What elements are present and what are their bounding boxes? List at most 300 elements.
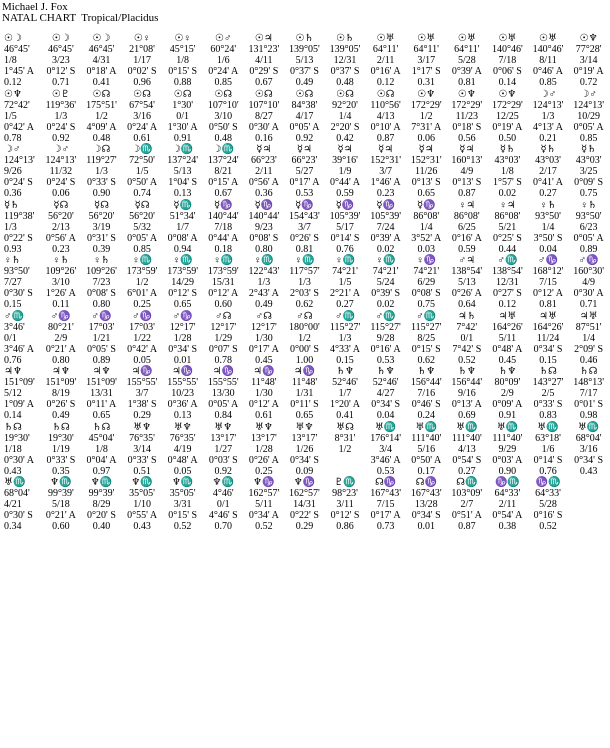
aspect-ratio: 10/29 xyxy=(577,110,600,122)
aspect-cell xyxy=(568,144,609,200)
aspect-pair: ☉♅ xyxy=(417,33,436,44)
aspect-ratio: 4/31 xyxy=(92,55,111,66)
aspect-angle: 99°39' xyxy=(47,488,74,499)
aspect-angle: 175°51' xyxy=(86,99,117,111)
aspect-score: 0.61 xyxy=(255,410,273,421)
aspect-score: 0.53 xyxy=(376,465,395,477)
aspect-pair: ♀♏ xyxy=(335,255,356,266)
aspect-ratio: 1/5 xyxy=(338,277,352,288)
aspect-angle: 152°31' xyxy=(370,155,402,166)
aspect-cell xyxy=(568,311,609,367)
aspect-score: 0.48 xyxy=(92,132,111,144)
aspect-angle: 148°13' xyxy=(573,377,605,388)
aspect-ratio: 6/25 xyxy=(457,221,476,233)
aspect-score: 0.53 xyxy=(295,188,314,199)
aspect-score: 0.64 xyxy=(458,299,476,310)
aspect-orb: 2°03' S xyxy=(290,288,319,299)
aspect-angle: 156°44' xyxy=(410,377,442,388)
aspect-orb: 0°54' S xyxy=(452,454,482,466)
aspect-ratio: 1/19 xyxy=(52,443,70,455)
aspect-orb: 1°45' A xyxy=(4,66,34,77)
aspect-cell xyxy=(41,200,82,256)
aspect-ratio: 6/29 xyxy=(417,277,436,288)
aspect-orb: 0°11' S xyxy=(290,399,319,410)
aspect-orb: 0°08' S xyxy=(249,232,279,244)
aspect-ratio: 7/18 xyxy=(214,221,233,233)
aspect-pair: ☿♑ xyxy=(335,199,355,211)
aspect-pair: ♂♃ xyxy=(458,255,476,266)
aspect-ratio: 1/30 xyxy=(254,388,273,399)
aspect-cell xyxy=(406,366,447,422)
aspect-score: 0.34 xyxy=(4,521,22,532)
aspect-ratio: 11/23 xyxy=(455,110,479,122)
aspect-ratio: 1/3 xyxy=(4,221,17,233)
aspect-cell xyxy=(284,477,325,533)
aspect-cell xyxy=(122,477,163,533)
aspect-cell xyxy=(528,422,569,478)
aspect-angle: 156°44' xyxy=(451,377,483,388)
aspect-cell xyxy=(365,200,406,256)
aspect-orb: 0°12' A xyxy=(533,288,563,299)
aspect-orb: 0°50' A xyxy=(411,454,442,466)
aspect-pair: ☊♑ xyxy=(415,477,437,488)
aspect-ratio: 5/27 xyxy=(295,166,314,177)
aspect-cell xyxy=(41,422,82,478)
aspect-ratio: 9/29 xyxy=(498,443,517,455)
aspect-ratio: 2/13 xyxy=(52,221,70,233)
aspect-score: 0.81 xyxy=(458,77,476,88)
aspect-score: 0.41 xyxy=(336,410,354,421)
aspect-cell xyxy=(365,144,406,200)
aspect-score: 0.42 xyxy=(336,132,354,144)
aspect-angle: 162°57' xyxy=(289,488,320,499)
aspect-score: 0.27 xyxy=(539,188,557,199)
aspect-score: 0.90 xyxy=(92,188,111,199)
aspect-pair: ☉♆ xyxy=(457,88,476,100)
aspect-score: 0.75 xyxy=(579,188,598,199)
aspect-orb: 0°30' A xyxy=(573,288,604,299)
aspect-cell xyxy=(568,89,609,145)
aspect-angle: 164°26' xyxy=(532,321,564,333)
aspect-orb: 0°48' A xyxy=(492,343,523,355)
aspect-pair: ♀♏ xyxy=(375,255,396,266)
aspect-cell xyxy=(81,366,122,422)
aspect-cell xyxy=(284,200,325,256)
aspect-score: 0.49 xyxy=(52,410,70,421)
aspect-pair: ☿♃ xyxy=(418,144,434,155)
aspect-pair: ☉☽ xyxy=(51,33,70,44)
aspect-pair: ☿☊ xyxy=(93,199,109,211)
aspect-pair: ♃♑ xyxy=(212,366,234,377)
aspect-cell xyxy=(81,255,122,311)
aspect-orb: 2°09' S xyxy=(574,343,604,355)
aspect-pair: ♃♑ xyxy=(293,366,316,377)
aspect-score: 0.48 xyxy=(336,77,354,88)
aspect-orb: 4°46' S xyxy=(208,510,238,521)
aspect-orb: 0°39' A xyxy=(370,232,401,244)
aspect-score: 0.75 xyxy=(417,299,435,310)
aspect-cell xyxy=(325,422,366,478)
aspect-cell xyxy=(365,477,406,533)
aspect-orb: 1°26' A xyxy=(45,288,76,299)
aspect-pair: ☉♀ xyxy=(174,33,191,44)
aspect-ratio: 2/9 xyxy=(54,332,68,344)
aspect-orb: 0°44' A xyxy=(330,177,361,188)
aspect-score: 0.92 xyxy=(214,465,233,477)
aspect-cell xyxy=(244,422,285,478)
aspect-score: 0.02 xyxy=(376,299,395,310)
aspect-score: 0.91 xyxy=(173,132,192,144)
aspect-cell xyxy=(487,89,528,145)
aspect-angle: 143°27' xyxy=(532,377,564,388)
aspect-ratio: 1/8 xyxy=(501,166,514,177)
aspect-pair: ♅♏ xyxy=(496,421,519,433)
aspect-ratio: 11/24 xyxy=(536,332,560,344)
aspect-cell xyxy=(284,255,325,311)
aspect-ratio: 1/4 xyxy=(582,332,595,344)
aspect-score: 0.16 xyxy=(255,132,273,144)
aspect-pair: ♄☊ xyxy=(4,421,22,433)
aspect-orb: 0°31' S xyxy=(87,232,116,244)
aspect-cell xyxy=(528,366,569,422)
aspect-angle: 140°46' xyxy=(492,44,523,55)
aspect-cell xyxy=(81,33,122,89)
aspect-pair: ♄☊ xyxy=(579,366,598,377)
aspect-ratio: 12/25 xyxy=(496,110,519,122)
aspect-score: 0.89 xyxy=(92,354,111,366)
aspect-ratio: 4/9 xyxy=(460,166,474,177)
aspect-pair: ☿♃ xyxy=(459,144,475,155)
aspect-score: 0.91 xyxy=(498,410,517,421)
aspect-score: 0.85 xyxy=(214,77,233,88)
aspect-cell xyxy=(284,144,325,200)
aspect-ratio: 0/1 xyxy=(216,499,230,510)
aspect-ratio: 1/7 xyxy=(176,221,190,233)
aspect-score: 0.21 xyxy=(539,132,557,144)
aspect-ratio: 2/5 xyxy=(541,388,555,399)
aspect-ratio: 3/19 xyxy=(92,221,111,233)
aspect-angle: 115°27' xyxy=(411,321,442,333)
aspect-orb: 1°46' A xyxy=(370,177,401,188)
aspect-angle: 173°59' xyxy=(126,266,158,277)
aspect-orb: 0°33' S xyxy=(46,454,76,466)
aspect-pair: ♂♑ xyxy=(578,255,599,266)
aspect-score: 0.52 xyxy=(255,521,273,532)
aspect-ratio: 3/23 xyxy=(52,55,70,66)
aspect-pair: ☿♄ xyxy=(4,199,20,211)
aspect-cell xyxy=(162,89,203,145)
aspect-cell xyxy=(122,366,163,422)
aspect-score: 0.12 xyxy=(4,77,22,88)
aspect-ratio: 5/24 xyxy=(376,277,395,288)
aspect-score: 0.73 xyxy=(376,521,395,532)
aspect-orb: 0°17' A xyxy=(370,510,401,521)
aspect-angle: 155°55' xyxy=(207,377,239,388)
aspect-angle: 64°33' xyxy=(535,488,561,499)
aspect-angle: 93°50' xyxy=(575,210,602,222)
aspect-cell xyxy=(81,477,122,533)
aspect-pair: ♃♑ xyxy=(131,366,153,377)
aspect-ratio: 1/3 xyxy=(541,110,555,122)
aspect-pair: ☽♏ xyxy=(171,144,194,155)
aspect-orb: 0°26' A xyxy=(248,454,279,466)
aspect-cell xyxy=(487,422,528,478)
aspect-pair: ♃♑ xyxy=(253,366,275,377)
aspect-ratio: 1/28 xyxy=(254,443,273,455)
aspect-pair: ♃♅ xyxy=(498,310,517,322)
aspect-cell xyxy=(0,255,41,311)
aspect-pair: ☊♏ xyxy=(456,477,478,488)
aspect-ratio: 5/11 xyxy=(255,499,273,510)
aspect-angle: 56°20' xyxy=(129,210,155,222)
aspect-angle: 4°46' xyxy=(212,488,234,499)
aspect-pair: ☽☊ xyxy=(92,144,111,155)
aspect-ratio: 2/11 xyxy=(498,499,517,510)
aspect-pair: ☿♑ xyxy=(295,199,314,211)
aspect-ratio: 1/31 xyxy=(295,388,314,399)
aspect-orb: 0°29' S xyxy=(249,66,279,77)
aspect-cell xyxy=(325,144,366,200)
aspect-score: 0.25 xyxy=(255,465,273,477)
aspect-ratio: 4/27 xyxy=(376,388,395,399)
aspect-score: 0.76 xyxy=(4,354,22,366)
aspect-ratio: 2/11 xyxy=(376,55,395,66)
aspect-angle: 12°17' xyxy=(169,321,196,333)
aspect-score: 0.05 xyxy=(173,465,192,477)
aspect-orb: 0°34' S xyxy=(168,343,198,355)
aspect-pair: ♃♆ xyxy=(4,366,22,377)
aspect-angle: 76°35' xyxy=(129,432,155,444)
aspect-orb: 0°46' S xyxy=(411,399,441,410)
aspect-ratio: 9/23 xyxy=(254,221,273,233)
aspect-cell xyxy=(203,255,244,311)
aspect-pair: ♅♆ xyxy=(214,421,233,433)
aspect-angle: 56°20' xyxy=(88,210,115,222)
aspect-cell xyxy=(122,311,163,367)
aspect-cell xyxy=(447,255,488,311)
aspect-orb: 0°54' A xyxy=(492,510,523,521)
aspect-score: 1.00 xyxy=(295,354,314,366)
aspect-orb: 4°13' A xyxy=(533,121,563,133)
aspect-angle: 140°44' xyxy=(207,210,239,222)
aspect-ratio: 1/6 xyxy=(216,55,230,66)
aspect-angle: 74°21' xyxy=(332,266,358,277)
aspect-angle: 155°55' xyxy=(126,377,158,388)
aspect-ratio: 13/30 xyxy=(211,388,235,399)
aspect-ratio: 0/1 xyxy=(460,332,474,344)
aspect-cell xyxy=(244,89,285,145)
aspect-orb: 0°30' A xyxy=(248,121,279,133)
aspect-angle: 138°54' xyxy=(451,266,483,277)
aspect-score: 0.89 xyxy=(579,243,598,255)
aspect-score: 0.23 xyxy=(52,243,70,255)
aspect-ratio: 3/17 xyxy=(417,55,436,66)
aspect-cell xyxy=(325,89,366,145)
aspect-grid xyxy=(0,33,610,533)
aspect-angle: 99°39' xyxy=(88,488,115,499)
aspect-ratio: 1/2 xyxy=(298,332,311,344)
aspect-orb: 1°20' A xyxy=(330,399,361,410)
aspect-cell xyxy=(406,144,447,200)
chart-type: NATAL CHART Tropical/Placidus xyxy=(2,12,159,24)
aspect-pair: ☽♂ xyxy=(52,144,70,155)
aspect-angle: 19°30' xyxy=(4,432,30,444)
aspect-pair: ☉☽ xyxy=(92,33,111,44)
aspect-pair: ☉☊ xyxy=(254,88,273,100)
aspect-orb: 1°17' S xyxy=(411,66,441,77)
aspect-angle: 64°33' xyxy=(494,488,521,499)
aspect-angle: 162°57' xyxy=(248,488,280,499)
aspect-angle: 46°45' xyxy=(4,44,30,55)
aspect-pair: ☿♑ xyxy=(254,199,274,211)
aspect-score: 0.92 xyxy=(295,132,314,144)
aspect-ratio: 1/4 xyxy=(541,221,555,233)
aspect-cell xyxy=(0,33,41,89)
aspect-ratio: 1/4 xyxy=(338,110,352,122)
aspect-pair: ♅♏ xyxy=(374,421,397,433)
aspect-orb: 0°30' S xyxy=(4,288,33,299)
aspect-orb: 0°21' A xyxy=(45,343,76,355)
aspect-orb: 0°56' A xyxy=(45,232,76,244)
aspect-score: 0.96 xyxy=(133,77,151,88)
aspect-cell xyxy=(528,144,569,200)
aspect-angle: 68°04' xyxy=(575,432,602,444)
aspect-ratio: 7/23 xyxy=(92,277,111,288)
aspect-score: 0.09 xyxy=(295,465,314,477)
aspect-cell xyxy=(325,255,366,311)
aspect-score: 0.56 xyxy=(458,132,476,144)
aspect-ratio: 8/29 xyxy=(92,499,111,510)
aspect-score: 0.04 xyxy=(539,243,557,255)
aspect-cell xyxy=(365,255,406,311)
aspect-ratio: 11/32 xyxy=(49,166,73,177)
aspect-ratio: 1/2 xyxy=(135,277,149,288)
aspect-score: 0.13 xyxy=(173,188,192,199)
aspect-ratio: 1/8 xyxy=(4,55,17,66)
aspect-angle: 3°46' xyxy=(4,321,25,333)
aspect-angle: 109°26' xyxy=(86,266,117,277)
aspect-pair: ☉♀ xyxy=(133,33,151,44)
aspect-cell xyxy=(162,422,203,478)
aspect-score: 0.27 xyxy=(458,465,476,477)
aspect-orb: 0°24' S xyxy=(46,177,76,188)
aspect-pair: ♑♏ xyxy=(535,477,561,488)
aspect-orb: 0°05' A xyxy=(289,121,320,133)
aspect-pair: ♀♄ xyxy=(4,255,21,266)
aspect-angle: 8°31' xyxy=(334,432,356,444)
aspect-orb: 0°24' A xyxy=(208,66,239,77)
aspect-score: 0.81 xyxy=(295,243,314,255)
aspect-cell xyxy=(284,422,325,478)
aspect-cell xyxy=(528,477,569,533)
aspect-orb: 0°08' S xyxy=(411,288,441,299)
aspect-orb: 4°09' A xyxy=(86,121,117,133)
aspect-pair: ♂♏ xyxy=(497,255,518,266)
aspect-orb: 0°16' A xyxy=(370,343,401,355)
aspect-pair: ♂☊ xyxy=(215,310,232,322)
aspect-angle: 164°26' xyxy=(492,321,523,333)
aspect-cell xyxy=(487,255,528,311)
aspect-ratio: 1/27 xyxy=(214,443,233,455)
aspect-pair: ♅♆ xyxy=(133,421,152,433)
aspect-pair: ♀♄ xyxy=(93,255,110,266)
aspect-pair: ♆♑ xyxy=(293,477,316,488)
aspect-ratio: 1/5 xyxy=(4,110,17,122)
aspect-score: 0.87 xyxy=(458,188,476,199)
aspect-score: 0.44 xyxy=(498,243,517,255)
aspect-orb: 0°16' A xyxy=(451,232,482,244)
aspect-cell xyxy=(162,144,203,200)
aspect-ratio: 4/11 xyxy=(255,55,273,66)
aspect-score: 0.59 xyxy=(458,243,476,255)
aspect-row xyxy=(0,33,610,89)
aspect-orb: 0°33' S xyxy=(87,177,116,188)
aspect-angle: 111°40' xyxy=(451,432,482,444)
aspect-cell xyxy=(325,477,366,533)
aspect-score: 0.11 xyxy=(52,299,70,310)
aspect-angle: 115°27' xyxy=(370,321,401,333)
aspect-cell xyxy=(41,311,82,367)
aspect-score: 0.40 xyxy=(92,521,111,532)
aspect-cell xyxy=(81,89,122,145)
aspect-ratio: 4/13 xyxy=(376,110,395,122)
aspect-cell xyxy=(365,33,406,89)
aspect-score: 0.88 xyxy=(173,77,192,88)
aspect-pair: ♅♏ xyxy=(577,421,600,433)
aspect-cell xyxy=(41,33,82,89)
aspect-pair: ♄☊ xyxy=(539,366,557,377)
aspect-orb: 0°50' S xyxy=(208,121,238,133)
aspect-pair: ♃♅ xyxy=(539,310,557,322)
aspect-orb: 0°24' S xyxy=(4,177,33,188)
aspect-orb: 2°43' A xyxy=(248,288,279,299)
aspect-angle: 107°10' xyxy=(207,99,239,111)
aspect-ratio: 3/31 xyxy=(173,499,192,510)
aspect-orb: 0°12' A xyxy=(208,288,239,299)
aspect-pair: ♇♏ xyxy=(334,477,356,488)
aspect-ratio: 7/18 xyxy=(498,55,517,66)
aspect-angle: 68°04' xyxy=(4,488,30,499)
aspect-orb: 0°42' A xyxy=(4,121,34,133)
aspect-orb: 0°18' A xyxy=(86,66,117,77)
aspect-score: 0.92 xyxy=(52,132,70,144)
aspect-score: 0.02 xyxy=(498,188,517,199)
aspect-cell xyxy=(0,366,41,422)
aspect-pair: ☽♏ xyxy=(131,144,153,155)
aspect-orb: 0°15' A xyxy=(208,177,239,188)
aspect-angle: 124°13' xyxy=(4,155,35,166)
aspect-score: 0.23 xyxy=(376,188,395,199)
aspect-ratio: 9/28 xyxy=(376,332,395,344)
aspect-cell xyxy=(447,144,488,200)
aspect-angle: 56°20' xyxy=(47,210,74,222)
aspect-angle: 151°09' xyxy=(45,377,77,388)
aspect-ratio: 7/15 xyxy=(539,277,557,288)
aspect-ratio: 1/21 xyxy=(92,332,111,344)
aspect-cell xyxy=(284,33,325,89)
aspect-angle: 64°11' xyxy=(372,44,399,55)
aspect-pair: ☿♄ xyxy=(540,144,556,155)
aspect-angle: 43°03' xyxy=(494,155,521,166)
aspect-pair: ♂☊ xyxy=(255,310,273,322)
aspect-score: 0.25 xyxy=(133,299,151,310)
aspect-angle: 110°56' xyxy=(370,99,401,111)
aspect-ratio: 2/7 xyxy=(460,499,474,510)
aspect-pair: ☉♅ xyxy=(498,33,517,44)
aspect-score: 0.78 xyxy=(214,354,233,366)
aspect-ratio: 3/7 xyxy=(135,388,149,399)
aspect-cell xyxy=(284,89,325,145)
